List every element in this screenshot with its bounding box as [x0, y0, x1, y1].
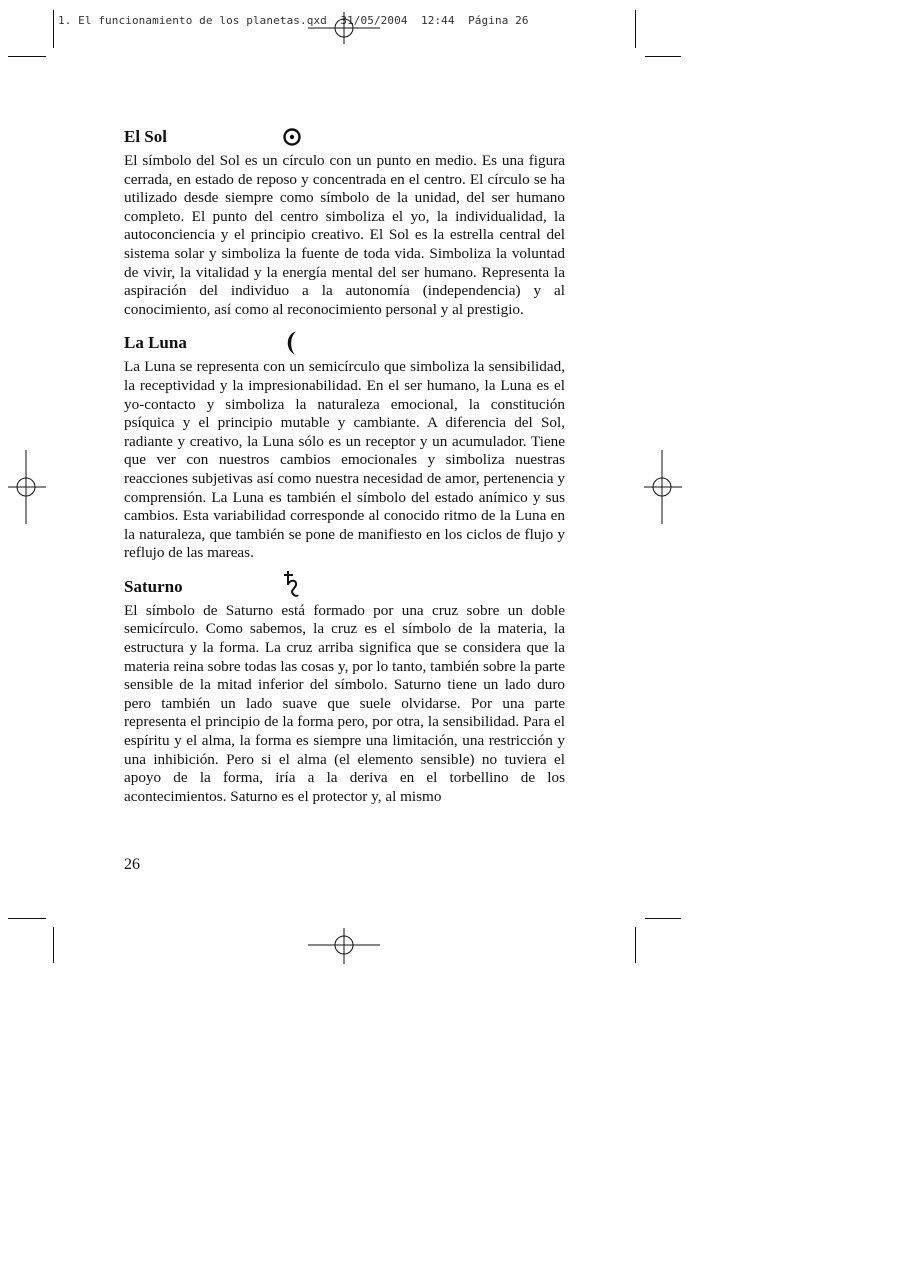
crop-mark-bottom-right-h: [645, 918, 681, 919]
registration-mark-left: [8, 450, 46, 524]
section-paragraph: El símbolo del Sol es un círculo con un punto en medio. Es una figura cerrada, en estado de reposo y concentrada en el centro. El círculo se ha utilizado desde siempre como símbolo de la unidad, del ser humano completo. El punto del centro simboliza el yo, la individualidad, la autoconciencia y el principio creativo. El Sol es la estrella central del sistema solar y simboliza la fuente de toda vida. Simboliza la voluntad de vivir, la vitalidad y la energía mental del ser humano. Representa la aspiración del individuo a la autonomía (independencia) y al conocimiento, así como al reconocimiento personal y al prestigio.: [124, 152, 565, 318]
section-heading: [124, 124, 565, 150]
page-number: 26: [124, 856, 140, 873]
registration-mark-top: [306, 10, 382, 44]
section-title: Saturno: [124, 576, 183, 596]
crop-mark-top-right-h: [645, 56, 681, 57]
section-paragraph: El símbolo de Saturno está formado por una cruz sobre un doble semicírculo. Como sabemos, la cruz es el símbolo de la materia, la estructura y la forma. La cruz arriba significa que se considera que la materia reina sobre todas las cosas y, por lo tanto, también sobre la parte sensible de la mitad inferior del símbolo. Saturno tiene un lado duro pero también un lado suave que suele olvidarse. Por una parte representa el principio de la forma pero, por otra, la sensibilidad. Para el espíritu y el alma, la forma es siempre una limitación, una restricción y una inhibición. Pero si el alma (el elemento sensible) no tuviera el apoyo de la forma, iría a la deriva en el torbellino de los acontecimientos. Saturno es el protector y, al mismo: [124, 601, 565, 805]
crop-mark-top-right: [635, 10, 636, 48]
page-content: [124, 124, 565, 817]
section-luna: [124, 330, 565, 563]
crop-mark-bottom-left-h: [8, 918, 46, 919]
crop-mark-top-left: [53, 10, 54, 48]
section-title: La Luna: [124, 333, 187, 353]
registration-mark-bottom: [306, 928, 382, 964]
section-heading: [124, 330, 565, 356]
section-title: El Sol: [124, 127, 167, 146]
section-sol: [124, 124, 565, 319]
crop-mark-top-left-h: [8, 56, 46, 57]
crop-mark-bottom-right: [635, 927, 636, 963]
crop-mark-bottom-left: [53, 927, 54, 963]
section-heading: [124, 574, 565, 600]
print-slug: 1. El funcionamiento de los planetas.qxd 31/05/2004 12:44 Página 26: [58, 14, 529, 27]
moon-symbol-icon: [282, 330, 304, 356]
saturn-symbol-icon: [282, 570, 304, 600]
section-saturno: [124, 574, 565, 807]
sun-symbol-icon: [282, 124, 304, 150]
section-paragraph: La Luna se representa con un semicírculo que simboliza la sensibilidad, la receptividad y la impresionabilidad. En el ser humano, la Luna es el yo-contacto y simboliza la naturaleza emocional, la constitución psíquica y el principio mutable y cambiante. A diferencia del Sol, radiante y creativo, la Luna sólo es un receptor y un acumulador. Tiene que ver con nuestros cambios emocionales y simboliza nuestras reacciones subjetivas así como nuestra necesidad de amor, pertenencia y comprensión. La Luna es también el símbolo del estado anímico y sus cambios. Esta variabilidad corresponde al conocido ritmo de la Luna en la naturaleza, que también se pone de manifiesto en los ciclos de flujo y reflujo de las mareas.: [124, 358, 565, 562]
registration-mark-right: [644, 450, 682, 524]
